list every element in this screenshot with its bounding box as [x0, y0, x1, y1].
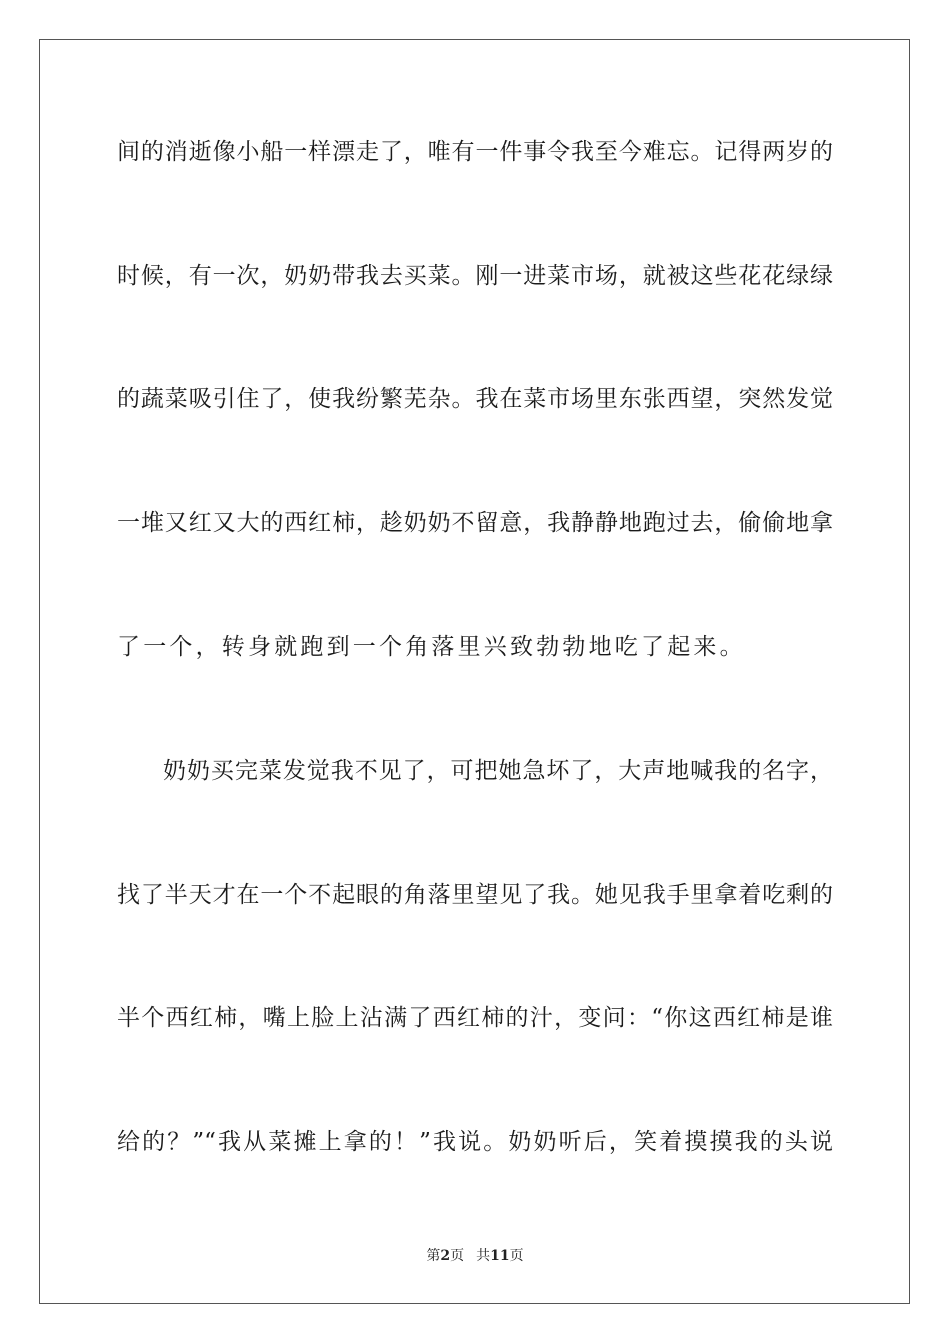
page-border [39, 39, 910, 1304]
text-line-1: 间的消逝像小船一样漂走了，唯有一件事令我至今难忘。记得两岁的 [117, 139, 833, 165]
total-suffix: 页 [509, 1248, 524, 1264]
text-line-6: 奶奶买完菜发觉我不见了，可把她急坏了，大声地喊我的名字， [163, 758, 833, 784]
text-line-5: 了一个，转身就跑到一个角落里兴致勃勃地吃了起来。 [117, 634, 746, 660]
text-line-7: 找了半天才在一个不起眼的角落里望见了我。她见我手里拿着吃剩的 [117, 882, 833, 908]
page-number: 2 [440, 1248, 451, 1264]
page-suffix: 页 [450, 1248, 465, 1264]
text-line-2: 时候，有一次，奶奶带我去买菜。刚一进菜市场，就被这些花花绿绿 [117, 263, 833, 289]
text-line-8: 半个西红柿，嘴上脸上沾满了西红柿的汁，变问：“你这西红柿是谁 [117, 1005, 833, 1031]
text-line-9: 给的？”“我从菜摊上拿的！”我说。奶奶听后，笑着摸摸我的头说 [117, 1129, 833, 1155]
page-footer [0, 1246, 950, 1266]
page-prefix: 第 [426, 1248, 441, 1264]
text-line-4: 一堆又红又大的西红柿，趁奶奶不留意，我静静地跑过去，偷偷地拿 [117, 510, 833, 536]
total-prefix: 共 [476, 1248, 491, 1264]
text-line-3: 的蔬菜吸引住了，使我纷繁芜杂。我在菜市场里东张西望，突然发觉 [117, 386, 833, 412]
total-pages: 11 [490, 1248, 510, 1264]
